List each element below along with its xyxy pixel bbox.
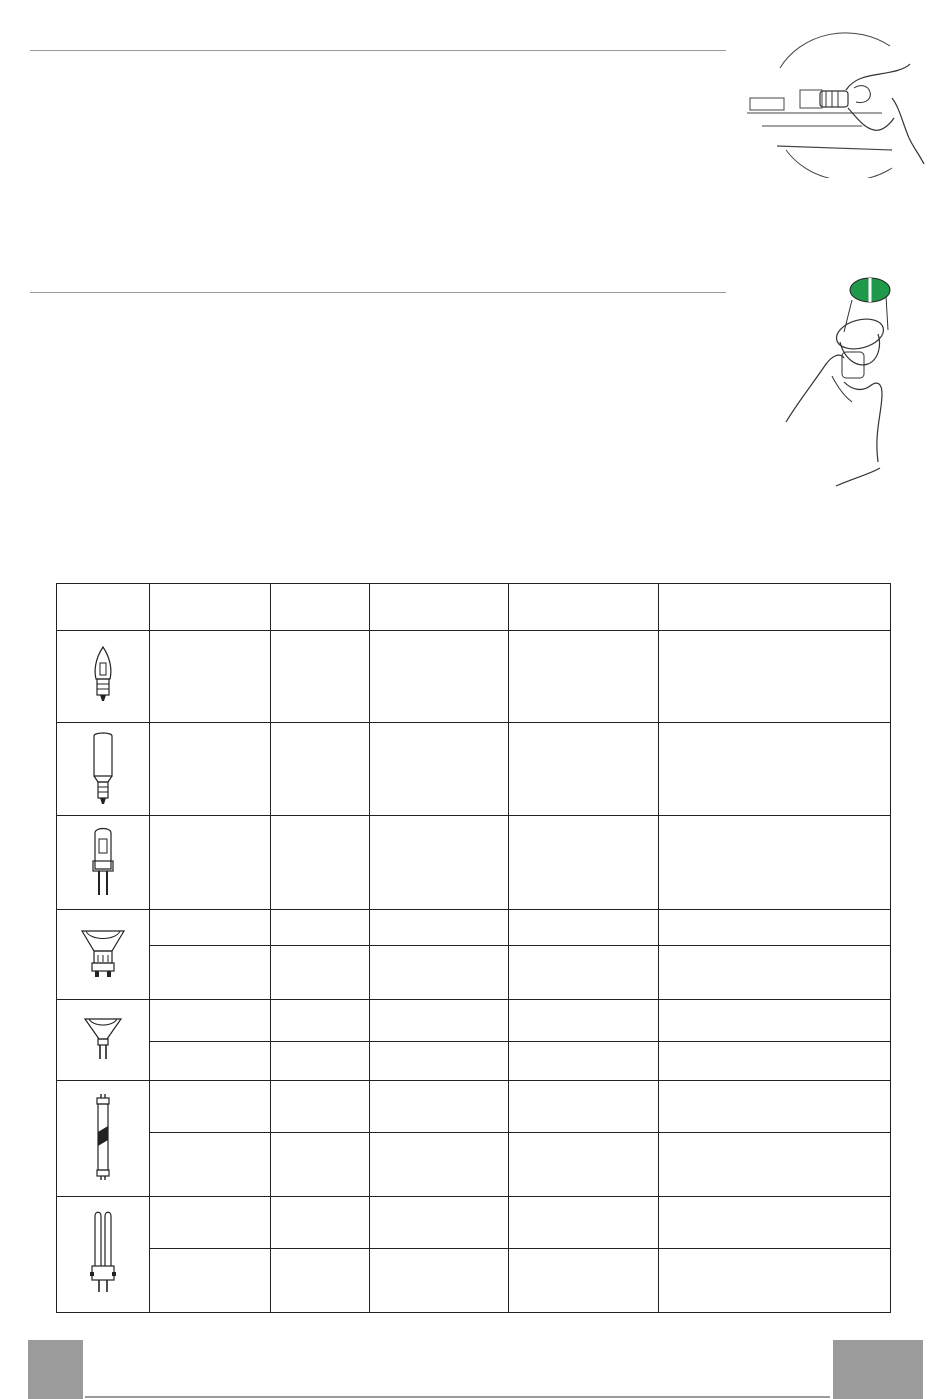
lamp-icon-cell [57,816,150,910]
table-row [57,1041,891,1080]
table-row [57,946,891,999]
header-cell [370,584,509,631]
table-row [57,631,891,723]
compact-fluorescent-icon [88,1210,118,1296]
header-cell [150,584,271,631]
table-row [57,816,891,910]
footer-block-left [28,1340,83,1399]
header-cell [57,584,150,631]
lamp-icon-cell [57,1196,150,1312]
mr16-reflector-icon [83,1015,123,1061]
table-header-row [57,584,891,631]
table-row [57,1080,891,1132]
lamp-removal-hand-icon [742,28,927,178]
section-divider-middle [30,292,726,293]
table-row [57,1132,891,1196]
table-row [57,999,891,1041]
lamp-icon-cell [57,999,150,1080]
lamp-icon-cell [57,723,150,816]
section-divider-top [30,50,726,51]
candle-bulb-icon [91,645,115,705]
tube-bulb-icon [91,730,115,806]
lamp-icon-cell [57,910,150,999]
lamp-spec-table [56,583,891,1313]
gu10-reflector-icon [80,927,126,979]
halogen-capsule-icon [89,825,117,897]
lamp-icon-cell [57,1080,150,1196]
fluorescent-tube-icon [91,1094,115,1180]
table-row [57,910,891,946]
header-cell [659,584,891,631]
dichroic-lamp-hand-icon [778,272,898,490]
table-row [57,1248,891,1312]
header-cell [271,584,370,631]
footer-divider [85,1396,830,1398]
lamp-icon-cell [57,631,150,723]
header-cell [509,584,659,631]
footer-block-right [833,1340,923,1399]
table-row [57,723,891,816]
table-row [57,1196,891,1248]
